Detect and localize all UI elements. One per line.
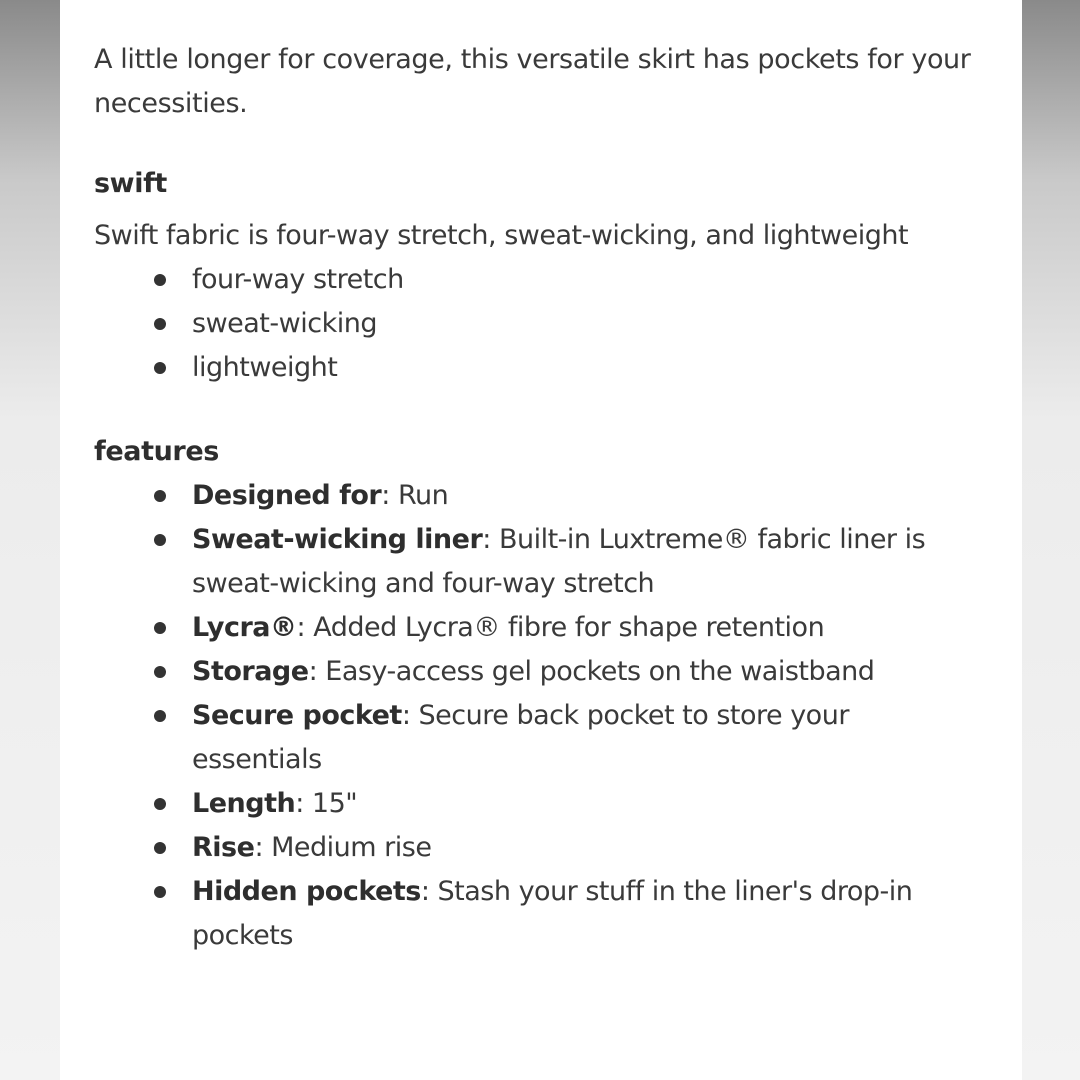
bullet-icon (154, 842, 166, 854)
feature-text: Run (389, 480, 449, 511)
list-item (94, 346, 982, 390)
feature-text: Built-in Luxtreme® fabric liner is sweat-wicking and four-way stretch (192, 524, 926, 599)
list-item (94, 258, 982, 302)
features-heading: features (94, 436, 219, 467)
features-list (94, 474, 1022, 958)
list-item (94, 782, 982, 826)
bullet-icon (154, 534, 166, 546)
feature-separator: : (296, 612, 306, 643)
feature-text: Secure back pocket to store your essentials (192, 700, 849, 775)
list-item (94, 606, 982, 650)
swift-heading: swift (94, 168, 167, 199)
feature-text: Easy-access gel pockets on the waistband (317, 656, 875, 687)
bullet-icon (154, 318, 166, 330)
feature-label: Designed for (192, 480, 382, 511)
swift-list (94, 258, 1022, 390)
feature-separator: : (420, 876, 430, 907)
feature-separator: : (254, 832, 264, 863)
feature-text: Added Lycra® fibre for shape retention (305, 612, 825, 643)
feature-separator: : (308, 656, 318, 687)
feature-label: Secure pocket (192, 700, 402, 731)
feature-separator: : (295, 788, 304, 819)
list-item (94, 650, 982, 694)
list-item-text: lightweight (192, 352, 338, 383)
feature-label: Hidden pockets (192, 876, 421, 907)
feature-label: Storage (192, 656, 309, 687)
feature-label: Lycra® (192, 612, 297, 643)
list-item (94, 518, 982, 606)
list-item-text: sweat-wicking (192, 308, 377, 339)
bullet-icon (154, 274, 166, 286)
bullet-icon (154, 710, 166, 722)
bullet-icon (154, 886, 166, 898)
list-item (94, 302, 982, 346)
list-item (94, 694, 982, 782)
swift-description: Swift fabric is four-way stretch, sweat-wicking, and lightweight (94, 220, 909, 251)
feature-separator: : (482, 524, 491, 555)
list-item-text: four-way stretch (192, 264, 404, 295)
bullet-icon (154, 798, 166, 810)
feature-text: Medium rise (263, 832, 432, 863)
feature-label: Rise (192, 832, 255, 863)
feature-separator: : (381, 480, 390, 511)
bullet-icon (154, 362, 166, 374)
feature-label: Sweat-wicking liner (192, 524, 483, 555)
feature-label: Length (192, 788, 296, 819)
feature-text: Stash your stuff in the liner's drop-in pockets (192, 876, 913, 951)
feature-separator: : (401, 700, 411, 731)
list-item (94, 870, 982, 958)
intro-text: A little longer for coverage, this versatile skirt has pockets for your necessities. (94, 44, 971, 119)
bullet-icon (154, 622, 166, 634)
list-item (94, 826, 982, 870)
bullet-icon (154, 666, 166, 678)
product-description-card (60, 0, 1022, 1080)
list-item (94, 474, 982, 518)
bullet-icon (154, 490, 166, 502)
feature-text: 15" (303, 788, 358, 819)
